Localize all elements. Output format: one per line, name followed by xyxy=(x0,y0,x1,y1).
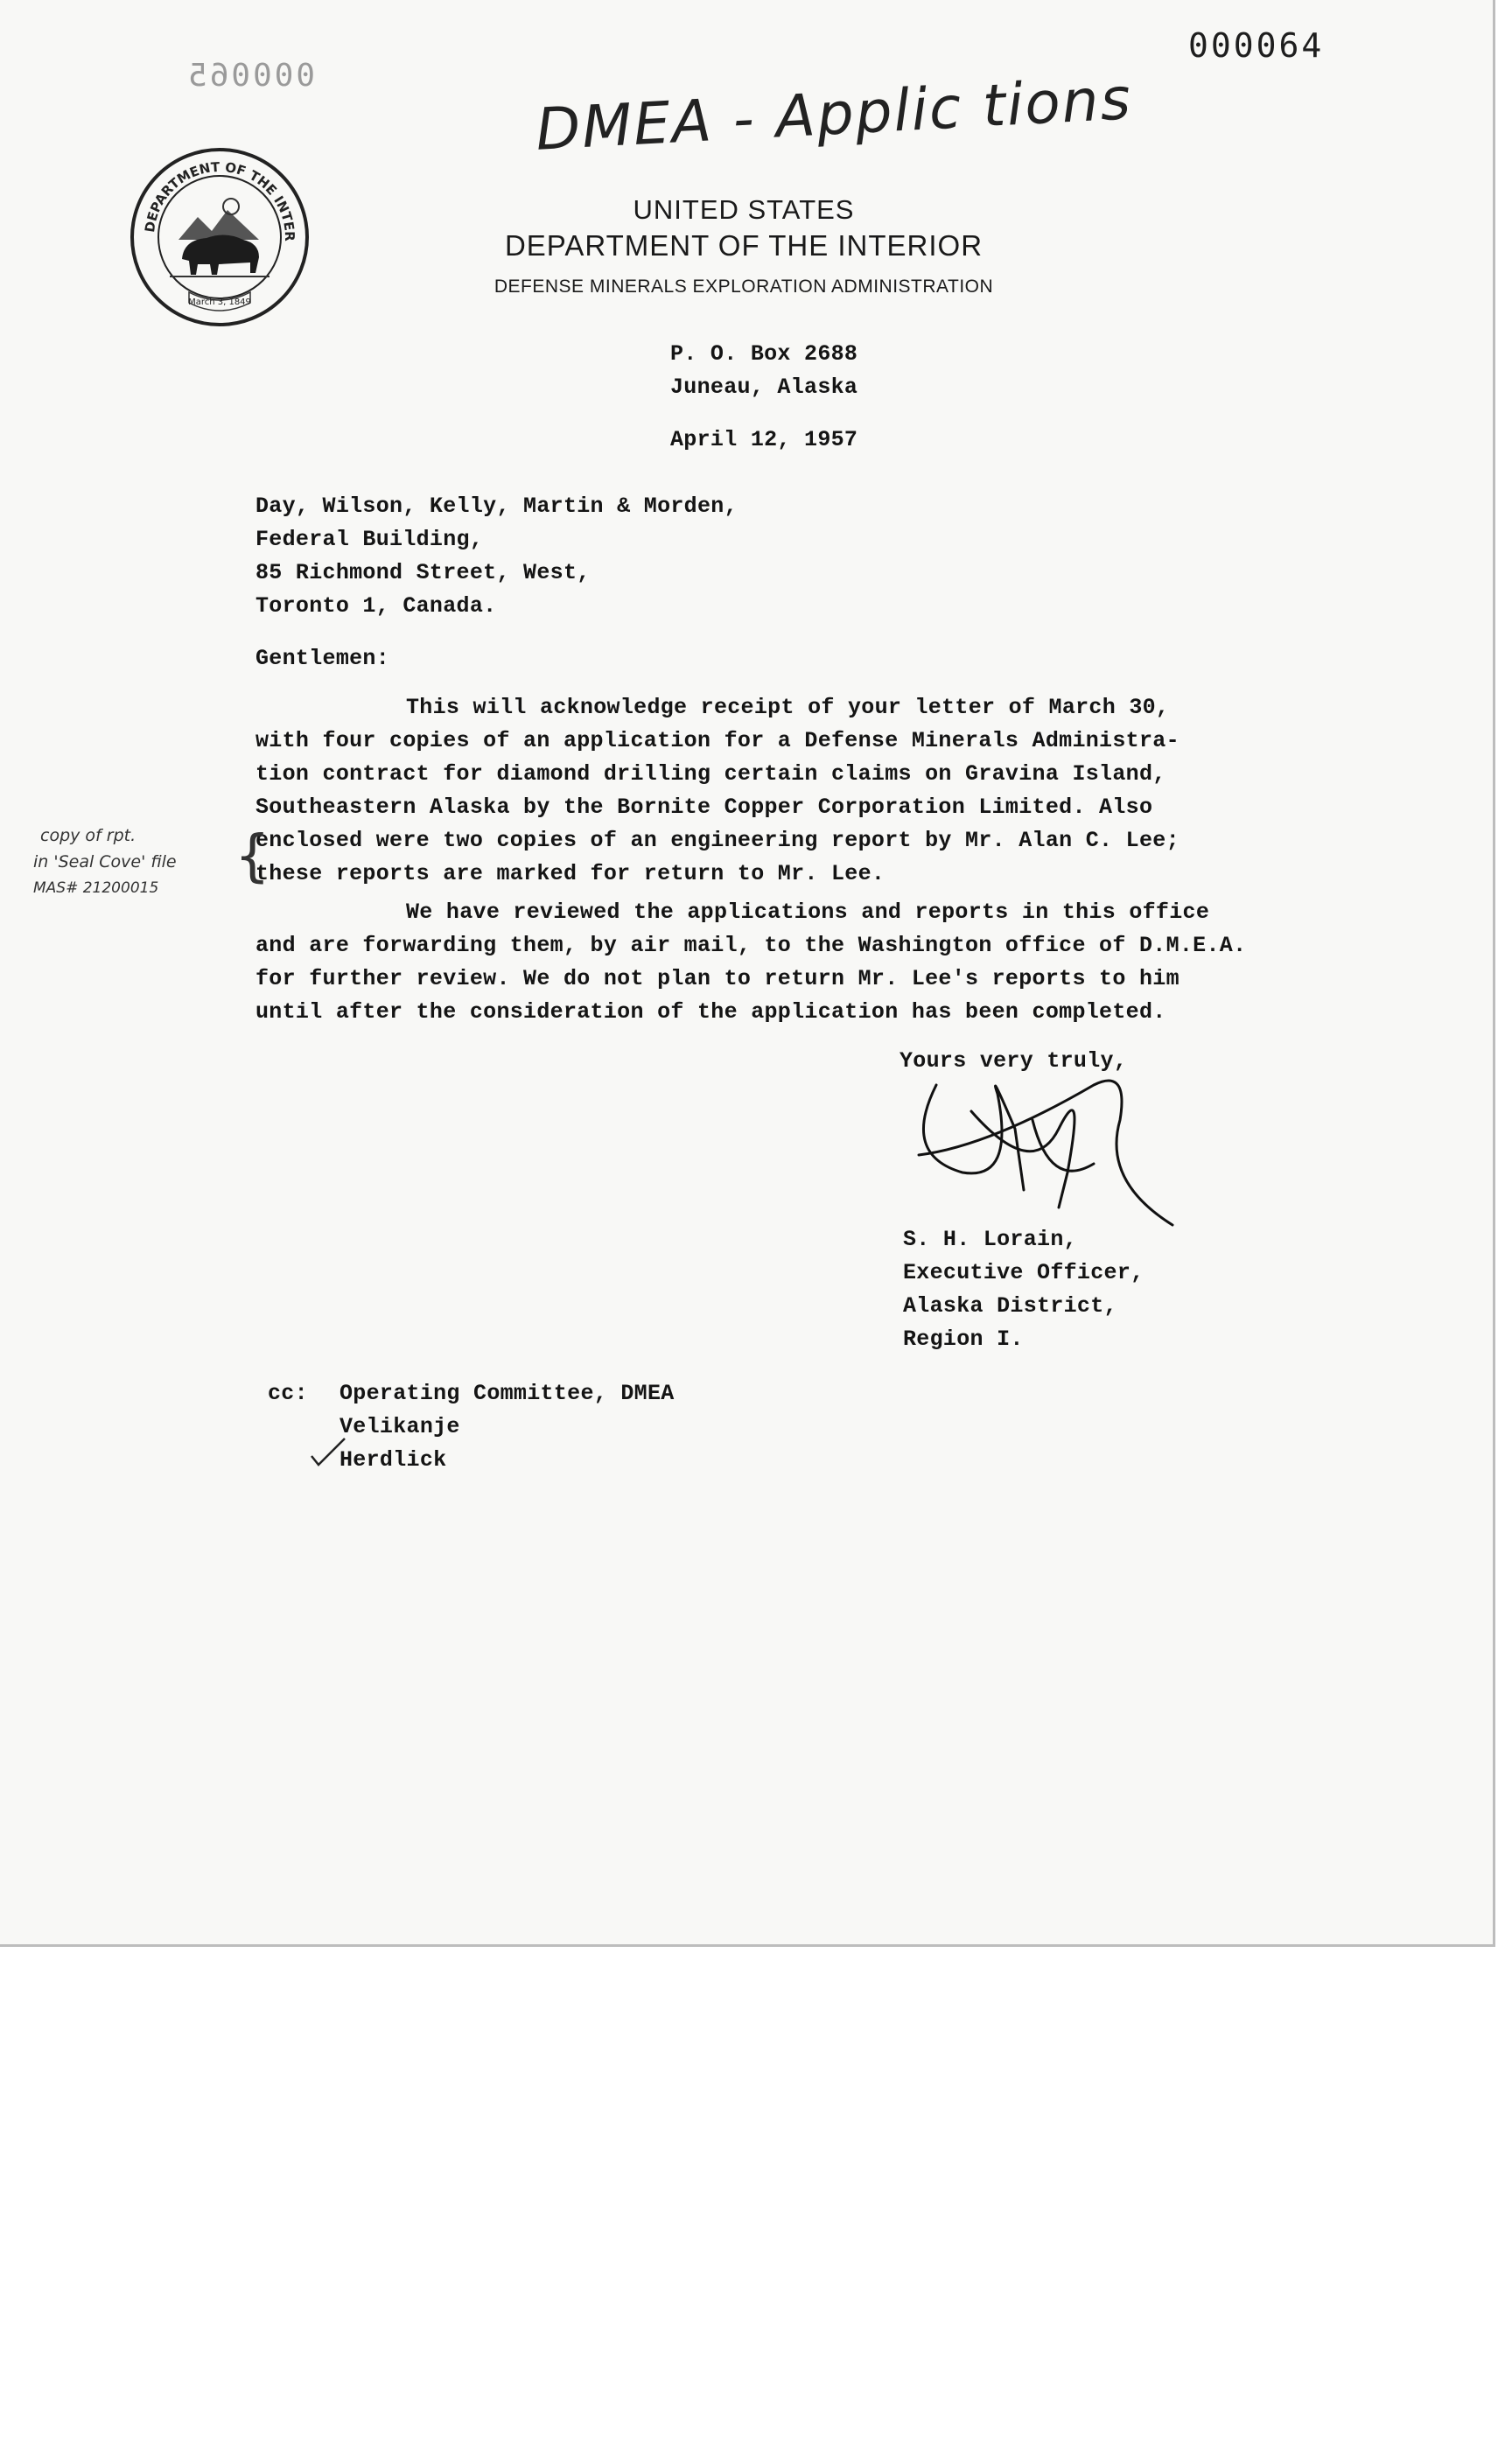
body-line: enclosed were two copies of an engineering report by Mr. Alan C. Lee; xyxy=(256,828,1180,853)
body-line: Southeastern Alaska by the Bornite Copper Corporation Limited. Also xyxy=(256,794,1153,820)
signature-line: Executive Officer, xyxy=(903,1260,1144,1285)
recipient-block xyxy=(256,490,738,623)
cc-label: cc: xyxy=(268,1381,308,1406)
recipient-line: Federal Building, xyxy=(256,527,484,552)
department-seal xyxy=(128,145,312,329)
cc-entry: Velikanje xyxy=(340,1414,460,1439)
recipient-line: Day, Wilson, Kelly, Martin & Morden, xyxy=(256,494,738,519)
body-line: This will acknowledge receipt of your letter of March 30, xyxy=(406,695,1170,720)
body-paragraph-2 xyxy=(256,896,1246,1029)
closing: Yours very truly, xyxy=(900,1048,1128,1074)
body-line: with four copies of an application for a Defense Minerals Administra- xyxy=(256,728,1180,753)
recipient-line: Toronto 1, Canada. xyxy=(256,593,497,619)
signature-scribble xyxy=(884,1059,1181,1234)
margin-brace: { xyxy=(234,824,270,889)
handwritten-title: DMEA - Applic tions xyxy=(534,65,1134,164)
check-mark-icon xyxy=(308,1435,348,1470)
body-paragraph-1 xyxy=(256,691,1180,891)
signature-line: Region I. xyxy=(903,1326,1024,1352)
margin-note xyxy=(33,822,177,901)
bleed-through-stamp: 000065 xyxy=(186,58,316,94)
document-number-stamp: 000064 xyxy=(1188,26,1325,65)
margin-note-line: MAS# 21200015 xyxy=(33,879,159,897)
letterhead-line-1: UNITED STATES xyxy=(633,194,855,225)
body-line: and are forwarding them, by air mail, to the Washington office of D.M.E.A. xyxy=(256,933,1247,958)
body-line: until after the consideration of the application has been completed. xyxy=(256,999,1166,1025)
salutation: Gentlemen: xyxy=(256,646,390,671)
cc-entry: Herdlick xyxy=(340,1447,447,1473)
letterhead-line-2: DEPARTMENT OF THE INTERIOR xyxy=(504,229,984,262)
sender-address-line: Juneau, Alaska xyxy=(670,374,858,400)
seal-date: March 3, 1849 xyxy=(188,298,251,307)
cc-list xyxy=(340,1377,675,1477)
sender-address xyxy=(670,338,858,404)
seal-ring-text: DEPARTMENT OF THE INTER xyxy=(142,158,298,242)
letter-date: April 12, 1957 xyxy=(670,427,858,452)
body-line: for further review. We do not plan to return Mr. Lee's reports to him xyxy=(256,966,1180,991)
body-line: these reports are marked for return to Mr. Lee. xyxy=(256,861,886,886)
signature-line: Alaska District, xyxy=(903,1293,1117,1319)
signature-block xyxy=(903,1223,1144,1356)
margin-note-line: copy of rpt. xyxy=(40,826,136,845)
body-line: We have reviewed the applications and reports in this office xyxy=(406,900,1210,925)
cc-entry: Operating Committee, DMEA xyxy=(340,1381,675,1406)
signature xyxy=(884,1059,1181,1234)
signature-line: S. H. Lorain, xyxy=(903,1227,1077,1252)
sender-address-line: P. O. Box 2688 xyxy=(670,341,858,367)
margin-note-line: in 'Seal Cove' file xyxy=(33,852,177,872)
letterhead-line-3: DEFENSE MINERALS EXPLORATION ADMINISTRATION xyxy=(494,276,994,297)
seal-graphic xyxy=(128,145,312,329)
body-line: tion contract for diamond drilling certain claims on Gravina Island, xyxy=(256,761,1166,787)
recipient-line: 85 Richmond Street, West, xyxy=(256,560,591,585)
